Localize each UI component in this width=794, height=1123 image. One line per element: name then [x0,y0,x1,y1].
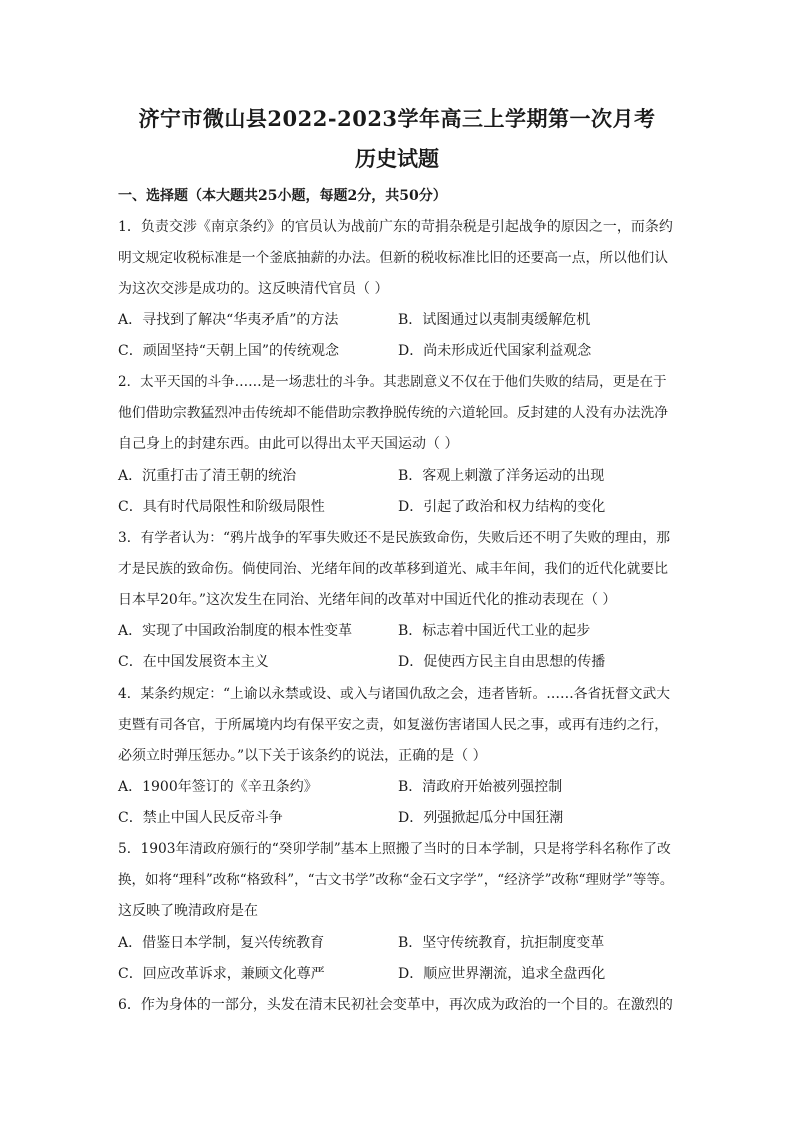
question-3-line-1: 3．有学者认为：“鸦片战争的军事失败还不是民族致命伤，失败后还不明了失败的理由，那 [118,530,671,546]
question-4-option-b: B．清政府开始被列强控制 [398,779,563,795]
question-1-option-a: A．寻找到了解决“华夷矛盾”的方法 [118,312,339,328]
question-2-option-d: D．引起了政治和权力结构的变化 [398,499,606,515]
question-1-option-b: B．试图通过以夷制夷缓解危机 [398,312,591,328]
question-5-option-d: D．顺应世界潮流，追求全盘西化 [398,966,606,982]
question-4-option-a: A．1900年签订的《辛丑条约》 [118,779,318,795]
question-4-option-c: C．禁止中国人民反帝斗争 [118,810,283,826]
question-2-line-1: 2．太平天国的斗争……是一场悲壮的斗争。其悲剧意义不仅在于他们失败的结局，更是在于 [118,374,667,390]
question-4-line-2: 吏暨有司各官，于所属境内均有保平安之责，如复滋伤害诸国人民之事，或再有违约之行， [118,717,669,733]
question-5-line-3: 这反映了晚清政府是在 [118,903,258,919]
question-2-option-c: C．具有时代局限性和阶级局限性 [118,499,325,515]
question-5-option-c: C．回应改革诉求，兼顾文化尊严 [118,966,325,982]
question-5-option-b: B．坚守传统教育，抗拒制度变革 [398,935,605,951]
question-3-line-3: 日本早20年。”这次发生在同治、光绪年间的改革对中国近代化的推动表现在（ ） [118,592,617,608]
question-5-option-a: A．借鉴日本学制，复兴传统教育 [118,935,325,951]
question-3-option-c: C．在中国发展资本主义 [118,654,269,670]
question-4-line-1: 4．某条约规定：“上谕以永禁或设、或入与诸国仇敌之会，违者皆斩。……各省抚督文武大 [118,686,671,702]
question-1-option-c: C．顽固坚持“天朝上国”的传统观念 [118,343,340,359]
question-2-option-a: A．沉重打击了清王朝的统治 [118,468,297,484]
section-heading: 一、选择题（本大题共25小题，每题2分，共50分） [118,188,447,204]
question-1-line-3: 为这次交涉是成功的。这反映清代官员（ ） [118,281,389,297]
question-1-line-1: 1．负责交涉《南京条约》的官员认为战前广东的苛捐杂税是引起战争的原因之一，而条约 [118,219,673,235]
question-4-line-3: 必须立时弹压惩办。”以下关于该条约的说法，正确的是（ ） [118,748,487,764]
question-3-option-d: D．促使西方民主自由思想的传播 [398,654,606,670]
question-5-line-2: 换，如将“理科”改称“格致科”，“古文书学”改称“金石文字学”，“经济学”改称“理财学”等等。 [118,872,674,888]
question-3-line-2: 才是民族的致命伤。倘使同治、光绪年间的改革移到道光、咸丰年间，我们的近代化就要比 [118,561,669,577]
question-2-line-3: 自己身上的封建东西。由此可以得出太平天国运动（ ） [118,436,459,452]
question-1-line-2: 明文规定收税标准是一个釜底抽薪的办法。但新的税收标准比旧的还要高一点，所以他们认 [118,250,669,266]
question-2-line-2: 他们借助宗教猛烈冲击传统却不能借助宗教挣脱传统的六道轮回。反封建的人没有办法洗净 [118,405,669,421]
question-1-option-d: D．尚未形成近代国家利益观念 [398,343,592,359]
question-4-option-d: D．列强掀起瓜分中国狂潮 [398,810,564,826]
page-subtitle: 历史试题 [355,146,439,171]
question-3-option-a: A．实现了中国政治制度的根本性变革 [118,623,353,639]
question-2-option-b: B．客观上刺激了洋务运动的出现 [398,468,605,484]
page-title: 济宁市微山县2022-2023学年高三上学期第一次月考 [138,106,656,131]
question-5-line-1: 5．1903年清政府颁行的“癸卯学制”基本上照搬了当时的日本学制，只是将学科名称作了改 [118,841,671,857]
question-6-line-1: 6．作为身体的一部分，头发在清末民初社会变革中，再次成为政治的一个目的。在激烈的 [118,997,673,1013]
question-3-option-b: B．标志着中国近代工业的起步 [398,623,591,639]
